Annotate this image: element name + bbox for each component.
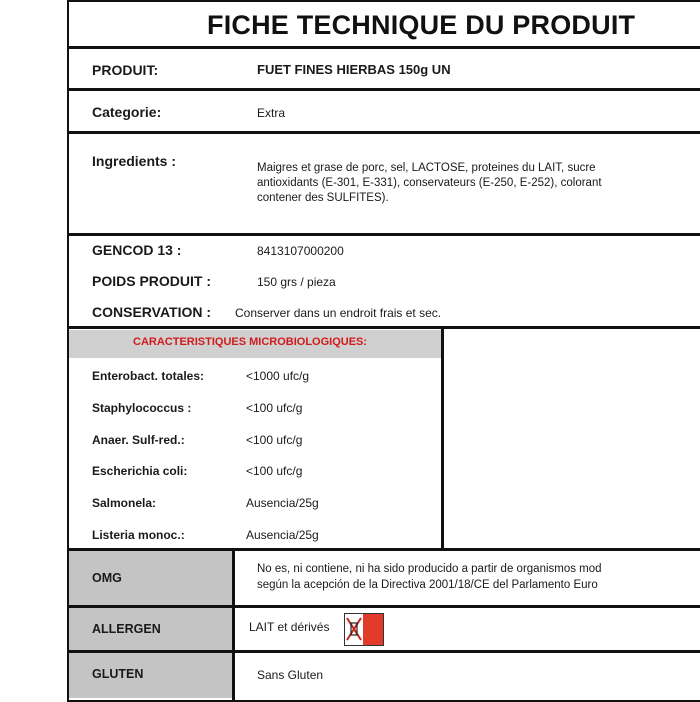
micro-label: Salmonela: — [92, 496, 157, 510]
poids-label: POIDS PRODUIT : — [92, 273, 212, 289]
micro-value: <1000 ufc/g — [246, 369, 310, 383]
divider — [69, 233, 700, 236]
omg-line: No es, ni contiene, ni ha sido producido a partir de organismos mod — [257, 563, 602, 575]
omg-line: según la acepción de la Directiva 2001/18/CE del Parlamento Euro — [257, 579, 598, 591]
micro-label: Anaer. Sulf-red.: — [92, 433, 185, 447]
divider — [69, 46, 700, 49]
divider — [69, 88, 700, 91]
allergen-value: LAIT et dérivés — [249, 620, 330, 634]
micro-value: Ausencia/25g — [246, 528, 319, 542]
ingredients-label: Ingredients : — [92, 153, 177, 169]
micro-value: <100 ufc/g — [246, 464, 303, 478]
ingredients-line: contener des SULFITES). — [257, 192, 389, 204]
gluten-value: Sans Gluten — [257, 668, 324, 682]
divider — [69, 131, 700, 134]
ingredients-line: antioxidants (E-301, E-331), conservateurs (E-250, E-252), colorant — [257, 177, 602, 189]
omg-cell — [69, 551, 232, 605]
micro-value: <100 ufc/g — [246, 401, 303, 415]
categorie-value: Extra — [257, 106, 286, 120]
micro-label: Staphylococcus : — [92, 401, 192, 415]
micro-value: Ausencia/25g — [246, 496, 319, 510]
product-spec-sheet — [67, 0, 700, 702]
produit-label: PRODUIT: — [92, 62, 159, 78]
milk-allergen-icon — [344, 613, 384, 646]
micro-value: <100 ufc/g — [246, 433, 303, 447]
gluten-cell — [69, 653, 232, 698]
ingredients-line: Maigres et grase de porc, sel, LACTOSE, proteines du LAIT, sucre — [257, 162, 596, 174]
micro-label: Listeria monoc.: — [92, 528, 185, 542]
poids-value: 150 grs / pieza — [257, 275, 336, 289]
allergen-label: ALLERGEN — [92, 622, 161, 636]
conservation-value: Conserver dans un endroit frais et sec. — [235, 306, 442, 320]
divider — [69, 326, 700, 329]
micro-label: Enterobact. totales: — [92, 369, 205, 383]
column-divider — [441, 326, 444, 548]
page-title: FICHE TECHNIQUE DU PRODUIT — [207, 10, 636, 40]
allergen-cell — [69, 608, 232, 650]
micro-header — [69, 330, 443, 358]
ingredients-text — [257, 159, 602, 208]
gencod-value: 8413107000200 — [257, 244, 344, 258]
micro-label: Escherichia coli: — [92, 464, 188, 478]
micro-title: CARACTERISTIQUES MICROBIOLOGIQUES: — [133, 336, 368, 348]
produit-value: FUET FINES HIERBAS 150g UN — [257, 62, 451, 77]
omg-label: OMG — [92, 571, 122, 585]
gluten-label: GLUTEN — [92, 667, 144, 681]
categorie-label: Categorie: — [92, 104, 162, 120]
conservation-label: CONSERVATION : — [92, 304, 212, 320]
column-divider — [232, 551, 235, 700]
gencod-label: GENCOD 13 : — [92, 242, 182, 258]
